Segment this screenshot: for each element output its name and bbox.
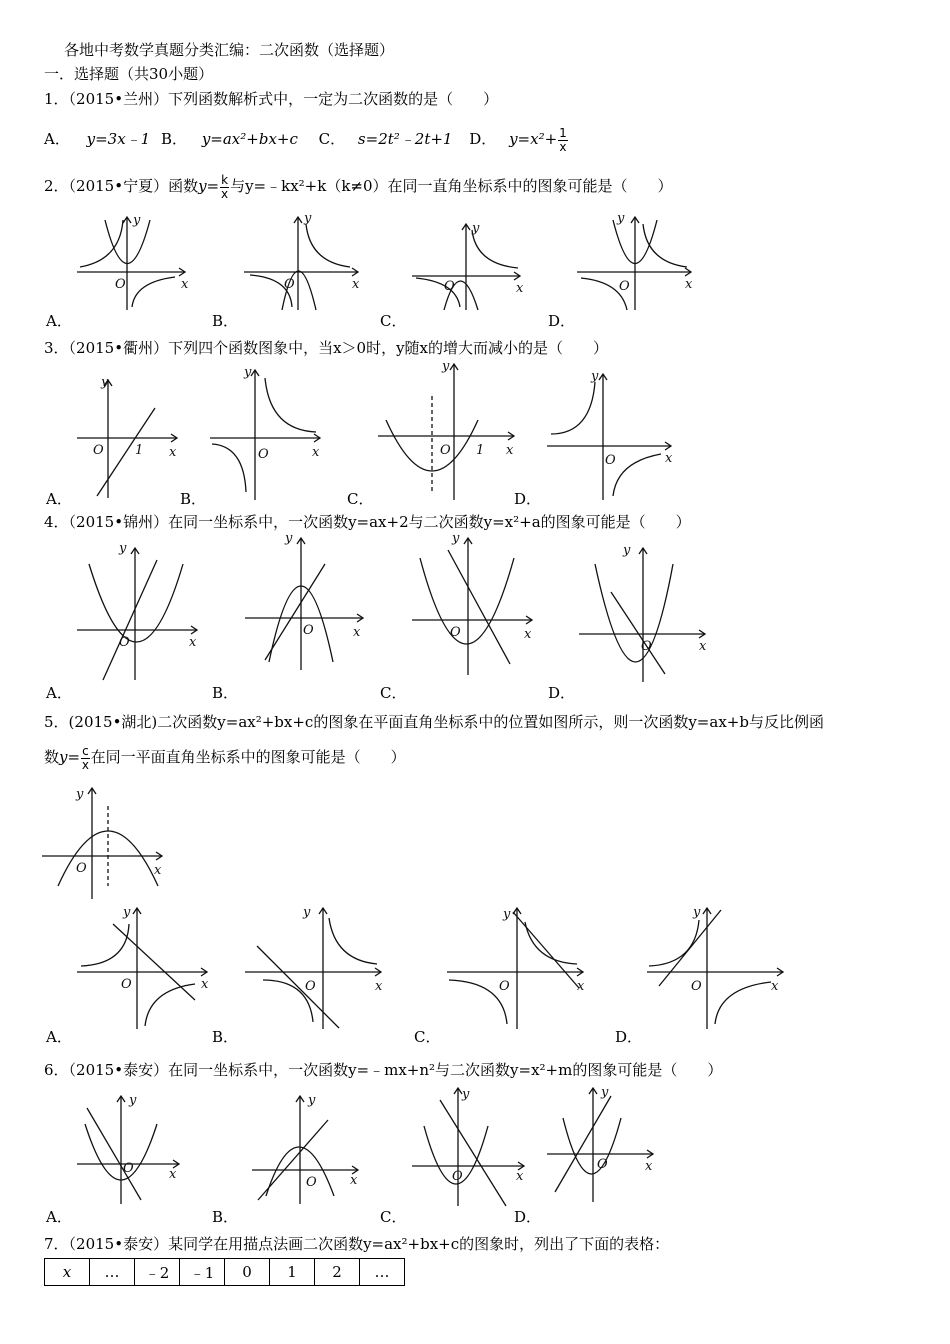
q4c-origin: O [450,625,461,640]
q2-stem [44,172,673,206]
q4d-y-label: y [623,543,631,558]
q3b-x-label: x [312,445,320,460]
q6c-x-label: x [516,1169,524,1184]
q3-label-b: B． [180,490,207,508]
q4-graph-d [577,542,712,682]
q4a-x-label: x [189,635,197,650]
q2b-x-label: x [352,277,360,292]
q5d-y-label: y [693,905,701,920]
q1-option-a-label: A． [44,130,70,148]
q3-graph-b [208,360,328,500]
q3c-one: 1 [476,443,485,458]
q5ref-x-label: x [154,863,162,878]
q6d-y-label: y [601,1085,609,1100]
q2-label-a: A． [46,312,72,330]
q7-stem [44,1234,669,1254]
q3a-origin: O [93,443,104,458]
q4d-x-label: x [699,639,707,654]
q5-graph-c [445,904,590,1029]
q6b-y-label: y [308,1093,316,1108]
q2a-x-label: x [181,277,189,292]
q5-label-b: B． [212,1028,239,1046]
table-cell: … [360,1259,405,1286]
q2d-y-label: y [617,211,625,226]
q5ref-y-label: y [76,787,84,802]
q6a-origin: O [123,1161,134,1176]
q1-text: （2015•兰州）下列函数解析式中，一定为二次函数的是（ ） [68,90,499,108]
q5-graph-d [645,904,790,1029]
q5-label-d: D． [615,1028,643,1046]
q6-label-d: D． [514,1208,542,1226]
q1-option-d-label: D． [469,130,497,148]
q3c-origin: O [440,443,451,458]
q4-number: 4． [44,513,69,531]
table-cell: ﹣2 [135,1259,180,1286]
q4b-origin: O [303,623,314,638]
q5b-x-label: x [375,979,383,994]
q3b-y-label: y [244,365,252,380]
q1-frac-den: x [559,139,567,154]
q4-graph-c [410,530,540,675]
q1-option-c: s=2t²﹣2t+1 [357,130,453,148]
q4a-origin: O [119,635,130,650]
q6b-x-label: x [350,1173,358,1188]
q2-label-d: D． [548,312,576,330]
q2d-origin: O [619,279,630,294]
q4-label-d: D． [548,684,576,702]
q3-text: （2015•衢州）下列四个函数图象中，当x＞0时，y随x的增大而减小的是（ ） [68,339,609,357]
q3-label-a: A． [46,490,72,508]
q4-label-a: A． [46,684,72,702]
q4-stem [44,512,691,532]
q2-label-b: B． [212,312,239,330]
q6-graph-c [410,1084,530,1209]
q2-frac-den: x [221,186,229,201]
document-title: 各地中考数学真题分类汇编：二次函数（选择题） [64,41,395,59]
q3a-x-label: x [169,445,177,460]
q3-number: 3． [44,339,69,357]
q4d-origin: O [641,639,652,654]
q5c-x-label: x [577,979,585,994]
q6-text: （2015•泰安）在同一坐标系中，一次函数y=﹣mx+n²与二次函数y=x²+m的图象可能是（ ） [68,1061,723,1079]
q2-graph-a [75,212,195,312]
q5-y: y= [59,748,81,766]
q2-frac-num: k [221,172,229,187]
q2-pre: （2015•宁夏）函数 [68,177,199,195]
q6a-x-label: x [169,1167,177,1182]
q5c-origin: O [499,979,510,994]
q5b-origin: O [305,979,316,994]
q6-graph-d [545,1084,660,1204]
q3c-y-label: y [442,359,450,374]
q5b-y-label: y [303,905,311,920]
q3-graph-d [543,366,678,502]
q5-frac-den: x [81,757,89,772]
q6d-x-label: x [645,1159,653,1174]
q5d-origin: O [691,979,702,994]
q6-graph-b [250,1092,365,1206]
q3b-origin: O [258,447,269,462]
q1-option-b: y=ax²+bx+c [201,130,298,148]
q4-label-b: B． [212,684,239,702]
q2-label-c: C． [380,312,407,330]
q3-label-d: D． [514,490,542,508]
q1-fraction [558,127,568,154]
q5c-y-label: y [503,907,511,922]
q1-stem [44,89,498,109]
q5d-x-label: x [771,979,779,994]
q1-number: 1． [44,90,69,108]
q4c-x-label: x [524,627,532,642]
q2d-x-label: x [685,277,693,292]
section-heading: 一．选择题（共30小题） [44,65,214,83]
q3-label-c: C． [347,490,374,508]
q6c-origin: O [452,1169,463,1184]
q1-frac-num: 1 [559,125,567,140]
q4-graph-a [75,540,205,680]
q3-graph-c [376,360,521,502]
q2-graph-b [240,212,365,312]
q3a-one: 1 [135,443,144,458]
q5-stem-line1 [44,712,824,732]
q7-value-table [44,1258,405,1286]
q6c-y-label: y [462,1087,470,1102]
q5-frac-num: c [82,743,89,758]
q3d-x-label: x [665,451,673,466]
table-cell: 2 [315,1259,360,1286]
q2a-origin: O [115,277,126,292]
table-cell: … [90,1259,135,1286]
q6-graph-a [75,1092,185,1206]
q5-number: 5． [44,713,69,731]
q2b-y-label: y [304,211,312,226]
table-cell: ﹣1 [180,1259,225,1286]
q5-label-a: A． [46,1028,72,1046]
q3c-x-label: x [506,443,514,458]
q6d-origin: O [597,1157,608,1172]
q2-graph-c [408,212,528,312]
q5-graph-a [75,904,215,1029]
q5-post2: 在同一平面直角坐标系中的图象可能是（ ） [90,748,406,766]
q1-option-c-label: C． [318,130,346,148]
q5-fraction [81,745,90,772]
q7-text: （2015•泰安）某同学在用描点法画二次函数y=ax²+bx+c的图象时，列出了下面的表格： [68,1235,670,1253]
q5a-origin: O [121,977,132,992]
q4-text: （2015•锦州）在同一坐标系中，一次函数y=ax+2与二次函数y=x²+a的图象可能是（ ） [68,513,691,531]
q2-y: y= [198,177,220,195]
q5ref-origin: O [76,861,87,876]
q1-options [44,124,569,158]
q5a-y-label: y [123,905,131,920]
q2-number: 2． [44,177,69,195]
q6a-y-label: y [129,1093,137,1108]
q6-number: 6． [44,1061,69,1079]
q4b-y-label: y [285,531,293,546]
q2-fraction [220,174,229,201]
q6b-origin: O [306,1175,317,1190]
q6-label-c: C． [380,1208,407,1226]
q5-graph-b [243,904,388,1029]
table-cell: x [45,1259,90,1286]
q3-stem [44,338,608,358]
q4-label-c: C． [380,684,407,702]
q1-option-b-label: B． [161,130,188,148]
q5-text-1: (2015•湖北)二次函数y=ax²+bx+c的图象在平面直角坐标系中的位置如图所示，则一次函数y=ax+b与反比例函 [68,713,824,731]
q5a-x-label: x [201,977,209,992]
q2c-y-label: y [472,221,480,236]
q5-pre2: 数 [44,748,60,766]
q4b-x-label: x [353,625,361,640]
table-cell: 1 [270,1259,315,1286]
table-row [45,1259,405,1286]
q4-graph-b [243,530,373,675]
q1-option-a: y=3x﹣1 [86,130,151,148]
q6-label-b: B． [212,1208,239,1226]
q4a-y-label: y [119,541,127,556]
q2-graph-d [573,212,698,312]
q2-post: 与y=﹣kx²+k（k≠0）在同一直角坐标系中的图象可能是（ ） [230,177,673,195]
q2a-y-label: y [133,213,141,228]
q6-stem [44,1060,722,1080]
q3a-y-label: y [101,375,109,390]
q6-label-a: A． [46,1208,72,1226]
q2c-x-label: x [516,281,524,296]
q4c-y-label: y [452,531,460,546]
q5-reference-graph [40,786,170,901]
q2b-origin: O [284,277,295,292]
q3d-origin: O [605,453,616,468]
q5-stem-line2 [44,742,406,778]
q2c-origin: O [444,279,455,294]
q3-graph-a [75,370,185,500]
q1-option-d: y=x²+ [509,130,558,148]
q3d-y-label: y [591,369,599,384]
q7-number: 7． [44,1235,69,1253]
q5-label-c: C． [414,1028,441,1046]
table-cell: 0 [225,1259,270,1286]
